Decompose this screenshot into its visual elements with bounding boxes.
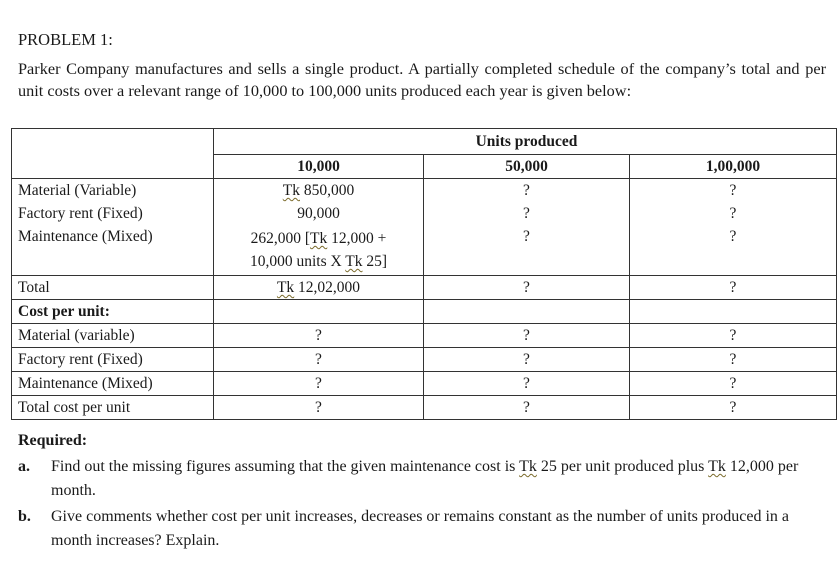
blank-cell (630, 300, 837, 324)
table-row (12, 396, 837, 420)
factory-rent-100000-value: ? (630, 202, 837, 225)
currency-tk: Tk (310, 230, 328, 247)
blank-cell (424, 300, 630, 324)
factory-rent-50000-value: ? (424, 202, 630, 225)
currency-tk: Tk (708, 458, 726, 475)
table-row (12, 372, 837, 396)
row-label-total-cost-per-unit: Total cost per unit (12, 396, 214, 420)
column-header-100000: 1,00,000 (630, 155, 837, 179)
item-a-text: Find out the missing figures assuming that the given maintenance cost is (51, 458, 520, 475)
factory-rent-per-unit-10000: ? (214, 348, 424, 372)
required-item-b (18, 505, 828, 553)
row-label-total: Total (12, 276, 214, 300)
currency-tk: Tk (282, 182, 300, 199)
units-header-spacer (214, 129, 424, 155)
item-text (51, 455, 828, 503)
total-10000-cell (214, 276, 424, 300)
item-marker: a. (18, 458, 30, 475)
material-per-unit-50000: ? (424, 324, 630, 348)
units-produced-header: Units produced (424, 129, 630, 155)
table-row (12, 348, 837, 372)
row-label-material-per-unit: Material (variable) (12, 324, 214, 348)
problem-intro: Parker Company manufactures and sells a single product. A partially completed schedule of the company’s total and per unit costs over a relevant range of 10,000 to 100,000 units produced each year is given below: (18, 59, 826, 100)
table-row (12, 276, 837, 300)
total-per-unit-100000: ? (630, 396, 837, 420)
maintenance-per-unit-10000: ? (214, 372, 424, 396)
required-item-a (18, 455, 828, 503)
factory-rent-per-unit-100000: ? (630, 348, 837, 372)
material-10000-value: 850,000 (303, 182, 355, 199)
units-header-spacer (630, 129, 837, 155)
blank-cell (214, 300, 424, 324)
currency-tk: Tk (345, 253, 363, 270)
maintenance-10000-text: 25] (362, 253, 388, 270)
material-10000-cell (214, 179, 424, 203)
row-label-maintenance: Maintenance (Mixed) (12, 225, 214, 276)
row-label-maintenance-per-unit: Maintenance (Mixed) (12, 372, 214, 396)
problem-heading: PROBLEM 1: (18, 30, 113, 49)
material-per-unit-100000: ? (630, 324, 837, 348)
cost-schedule-table (11, 128, 837, 420)
column-header-50000: 50,000 (424, 155, 630, 179)
maintenance-10000-text: 12,000 + (327, 230, 387, 247)
maintenance-100000-value: ? (630, 225, 837, 276)
column-header-10000: 10,000 (214, 155, 424, 179)
maintenance-10000-text: 262,000 [ (250, 230, 311, 247)
item-a-text: 25 per unit produced plus (536, 458, 709, 475)
units-header-row (12, 129, 837, 155)
maintenance-per-unit-50000: ? (424, 372, 630, 396)
total-per-unit-10000: ? (214, 396, 424, 420)
material-100000-value: ? (630, 179, 837, 203)
total-10000-value: 12,02,000 (298, 279, 361, 296)
maintenance-10000-cell (214, 225, 424, 276)
row-label-factory-rent-per-unit: Factory rent (Fixed) (12, 348, 214, 372)
factory-rent-per-unit-50000: ? (424, 348, 630, 372)
currency-tk: Tk (276, 279, 295, 296)
required-heading: Required: (18, 432, 88, 449)
maintenance-per-unit-100000: ? (630, 372, 837, 396)
table-row (12, 225, 837, 276)
table-row (12, 179, 837, 203)
material-per-unit-10000: ? (214, 324, 424, 348)
material-50000-value: ? (424, 179, 630, 203)
item-a-text: 12,000 per month. (51, 458, 799, 499)
cost-per-unit-heading: Cost per unit: (12, 300, 214, 324)
column-header-row (12, 155, 837, 179)
factory-rent-10000-value: 90,000 (214, 202, 424, 225)
item-b-text: Give comments whether cost per unit increases, decreases or remains constant as the number of units produced in a month increases? Explain. (51, 508, 789, 549)
header-blank-cell (12, 129, 214, 155)
total-per-unit-50000: ? (424, 396, 630, 420)
header-blank-cell (12, 155, 214, 179)
currency-tk: Tk (519, 458, 537, 475)
maintenance-10000-text: 10,000 units X (249, 253, 346, 270)
table-row (12, 202, 837, 225)
total-100000-value: ? (630, 276, 837, 300)
row-label-material: Material (Variable) (12, 179, 214, 203)
table-row (12, 324, 837, 348)
item-marker: b. (18, 508, 31, 525)
table-row (12, 300, 837, 324)
total-50000-value: ? (424, 276, 630, 300)
row-label-factory-rent: Factory rent (Fixed) (12, 202, 214, 225)
maintenance-50000-value: ? (424, 225, 630, 276)
